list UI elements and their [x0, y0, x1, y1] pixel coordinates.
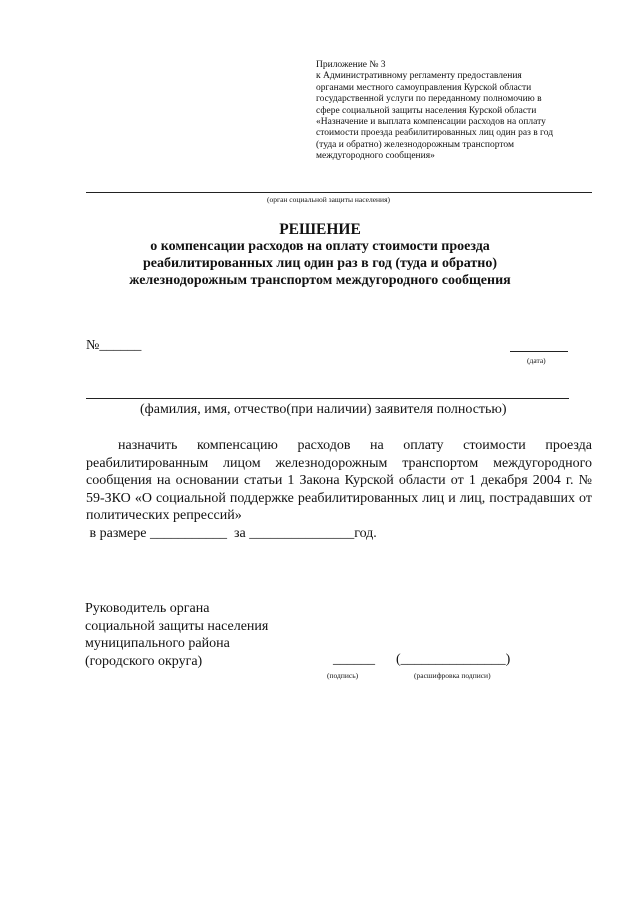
signer-line: Руководитель органа — [85, 601, 210, 616]
decision-paragraph: назначить компенсацию расходов на оплату стоимости проезда реабилитированным лицом железнодорожным транспортом междугородного сообщения на основании статьи 1 Закона Курской области от 1 декабря 2004 г. № 59-ЗКО «О социальной поддержке реабилитированных лиц и лиц, пострадавших от политических репрессий» — [86, 438, 592, 523]
appendix-line: сфере социальной защиты населения Курской области — [316, 105, 537, 116]
date-caption: (дата) — [527, 356, 546, 365]
signature-blank: ______ — [333, 652, 375, 667]
appendix-line: государственной услуги по переданному полномочию в — [316, 94, 542, 105]
organ-caption: (орган социальной защиты населения) — [267, 195, 391, 204]
applicant-line — [86, 398, 569, 399]
decoding-blank: (_______________) — [396, 652, 511, 667]
signer-line: (городского округа) — [85, 653, 203, 669]
appendix-line: междугородного сообщения» — [316, 151, 435, 162]
appendix-line: (туда и обратно) железнодорожным транспортом — [316, 139, 514, 150]
decoding-caption: (расшифровка подписи) — [414, 671, 491, 680]
appendix-line: к Административному регламенту предоставления — [316, 71, 522, 82]
applicant-caption: (фамилия, имя, отчество(при наличии) заявителя полностью) — [140, 402, 507, 417]
organ-line — [86, 192, 592, 193]
title-line: реабилитированных лиц один раз в год (туда и обратно) — [142, 256, 498, 271]
amount-line: в размере ___________ за _______________год. — [86, 525, 377, 541]
signer-line: муниципального района — [85, 636, 230, 652]
signer-line: социальной защиты населения — [85, 618, 269, 634]
appendix-line: Приложение № 3 — [316, 60, 386, 70]
title-line: железнодорожным транспортом междугородного сообщения — [129, 273, 511, 288]
title-heading: РЕШЕНИЕ — [279, 221, 361, 238]
signature-caption: (подпись) — [327, 671, 359, 680]
appendix-block — [316, 60, 592, 163]
title-line: о компенсации расходов на оплату стоимости проезда — [150, 239, 490, 254]
appendix-line: «Назначение и выплата компенсации расходов на оплату — [316, 117, 546, 128]
appendix-line: стоимости проезда реабилитированных лиц один раз в год — [316, 128, 554, 139]
appendix-line: органами местного самоуправления Курской области — [316, 82, 532, 93]
signer-block — [85, 600, 268, 670]
decision-body — [86, 437, 592, 542]
document-title — [0, 221, 640, 289]
number-field: №______ — [86, 338, 142, 353]
date-line — [510, 351, 568, 352]
